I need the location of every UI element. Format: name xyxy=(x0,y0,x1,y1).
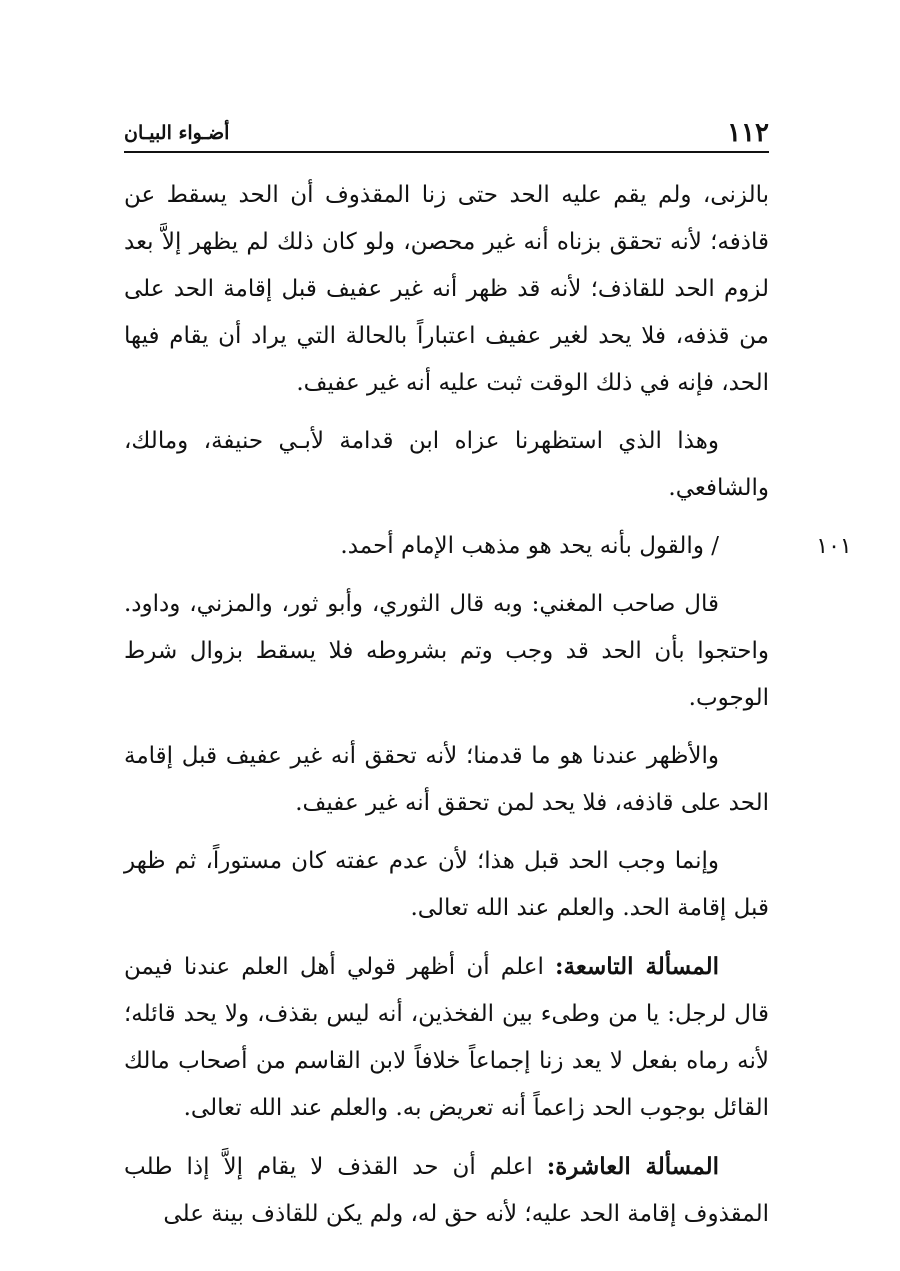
paragraph-8 xyxy=(124,1143,769,1238)
paragraph-3-wrap xyxy=(124,523,852,570)
body-text xyxy=(124,172,852,1249)
section-heading-ninth: المسألة التاسعة: xyxy=(555,953,719,980)
paragraph-7-text: اعلم أن أظهر قولي أهل العلم عندنا فيمن قال لرجل: يا من وطىء بين الفخذين، أنه ليس بقذف، ولا يحد قائله؛ لأنه رماه بفعل لا يعد زنا إجماعاً خلافاً لابن القاسم من أصحاب مالك القائل بوجوب الحد زاعماً أنه تعريض به. والعلم عند الله تعالى. xyxy=(124,954,769,1121)
paragraph-1: بالزنى، ولم يقم عليه الحد حتى زنا المقذوف أن الحد يسقط عن قاذفه؛ لأنه تحقق بزناه أنه غير محصن، ولو كان ذلك لم يظهر إلاَّ بعد لزوم الحد للقاذف؛ لأنه قد ظهر أنه غير عفيف قبل إقامة الحد على من قذفه، فلا يحد لغير عفيف اعتباراً بالحالة التي يراد أن يقام فيها الحد، فإنه في ذلك الوقت ثبت عليه أنه غير عفيف. xyxy=(124,182,769,396)
paragraph-2: وهذا الذي استظهرنا عزاه ابن قدامة لأبـي حنيفة، ومالك، والشافعي. xyxy=(124,428,769,501)
paragraph-3: / والقول بأنه يحد هو مذهب الإمام أحمد. xyxy=(340,533,719,559)
paragraph-5: والأظهر عندنا هو ما قدمنا؛ لأنه تحقق أنه غير عفيف قبل إقامة الحد على قاذفه، فلا يحد لمن تحقق أنه غير عفيف. xyxy=(124,743,769,816)
page-header xyxy=(124,114,769,152)
paragraph-6: وإنما وجب الحد قبل هذا؛ لأن عدم عفته كان مستوراً، ثم ظهر قبل إقامة الحد. والعلم عند الله تعالى. xyxy=(124,848,769,921)
paragraph-4: قال صاحب المغني: وبه قال الثوري، وأبو ثور، والمزني، وداود. واحتجوا بأن الحد قد وجب وتم بشروطه فلا يسقط بزوال شرط الوجوب. xyxy=(124,591,769,711)
paragraph-8-text: اعلم أن حد القذف لا يقام إلاَّ إذا طلب المقذوف إقامة الحد عليه؛ لأنه حق له، ولم يكن للقاذف بينة على xyxy=(124,1154,769,1227)
margin-page-marker: ١٠١ xyxy=(816,534,852,559)
section-heading-tenth: المسألة العاشرة: xyxy=(546,1153,719,1180)
paragraph-7 xyxy=(124,943,769,1132)
page-number: ١١٢ xyxy=(727,118,769,148)
header-rule xyxy=(124,151,769,153)
running-title: أضـواء البيـان xyxy=(124,122,230,144)
